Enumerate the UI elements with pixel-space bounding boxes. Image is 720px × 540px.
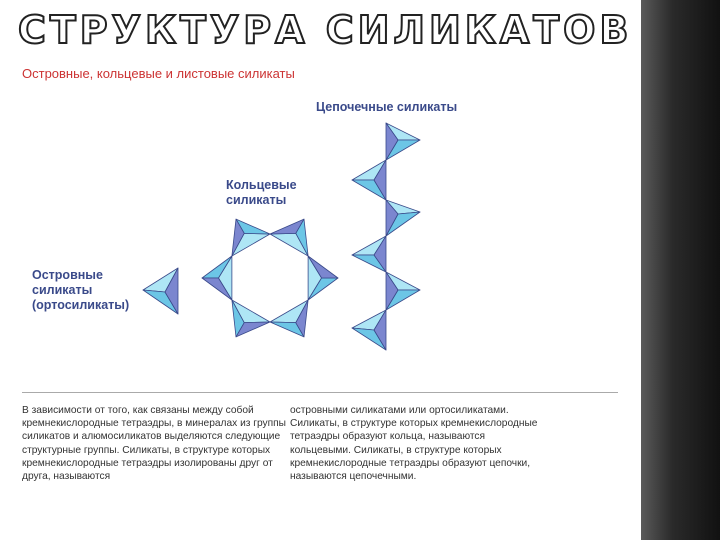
slide-title: СТРУКТУРА СИЛИКАТОВ [18,8,633,52]
ring-tetrahedron-5 [202,256,232,300]
slide-subtitle: Островные, кольцевые и листовые силикаты [22,66,295,81]
chain-tetrahedron-1 [386,123,420,160]
chain-tetrahedron-5 [386,272,420,310]
island-tetrahedron [143,268,178,314]
ring-tetrahedron-1 [270,219,308,256]
description-right-column: островными силикатами или ортосиликатами. Силикаты, в структуре которых кремнекислородные тетраэдры образуют кольца, называются кольцевыми. Силикаты, в структуре которых кремнекислородные тетраэдры образуют цепочки, называются цепочечными. [290,405,538,483]
ring-tetrahedron-3 [270,300,308,337]
island-silicates-label: Островные силикаты (ортосиликаты) [32,268,130,312]
ring-tetrahedron-6 [232,219,270,256]
chain-tetrahedron-3 [386,200,420,236]
description-left-column: В зависимости от того, как связаны между собой кремнекислородные тетраэдры, в минералах из группы силикатов и алюмосиликатов выделяются следующие структурные группы. Силикаты, в структуре которых кремнекислородные тетраэдры изолированы друг от друга, называются [22,405,286,483]
ring-tetrahedron-4 [232,300,270,337]
chain-tetrahedron-6 [352,310,386,350]
chain-tetrahedron-2 [352,160,386,200]
chain-silicates-label: Цепочечные силикаты [316,100,458,114]
ring-tetrahedron-2 [308,256,338,300]
ring-silicates-label: Кольцевые силикаты [226,178,297,207]
chain-tetrahedron-4 [352,236,386,272]
divider-line [22,392,618,393]
